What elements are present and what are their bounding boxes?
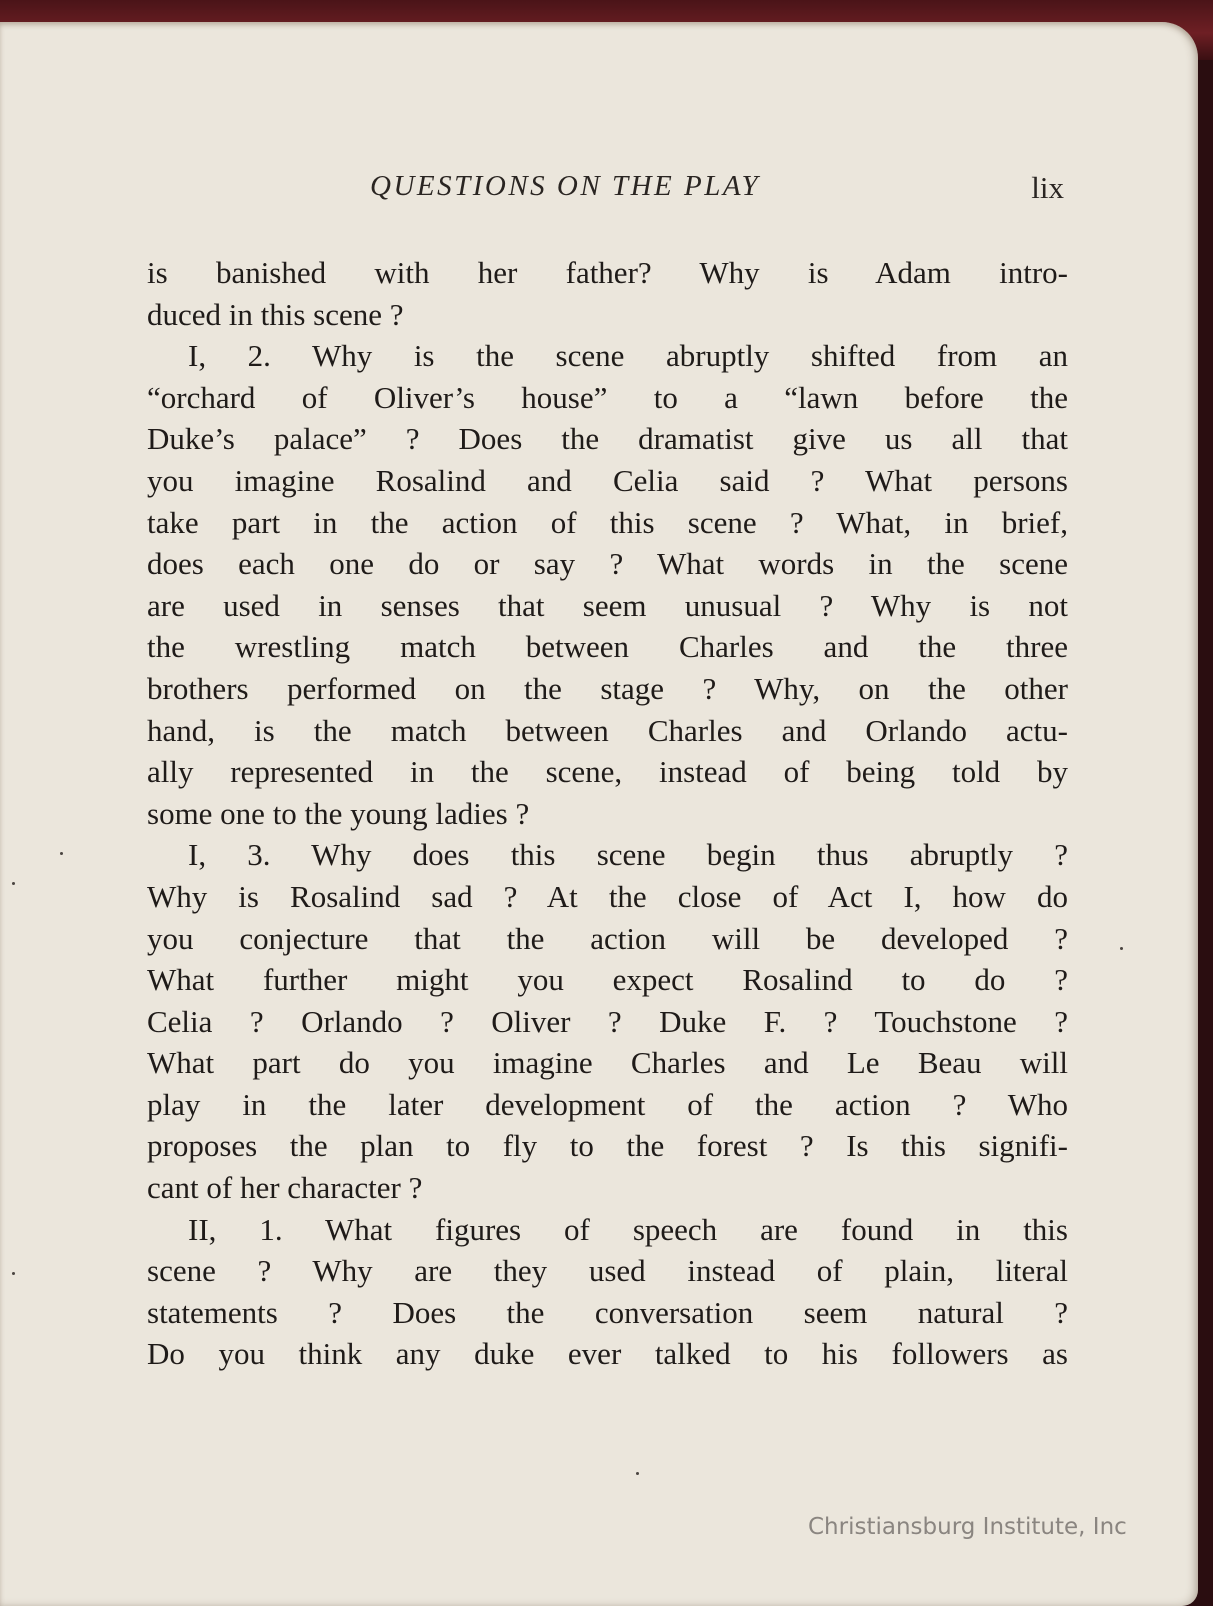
text-line: statements ? Does the conversation seem natural ?: [147, 1294, 1068, 1330]
paper-speck: [636, 1472, 639, 1475]
page-number: lix: [1031, 170, 1064, 205]
text-line: duced in this scene ?: [147, 296, 404, 332]
watermark: Christiansburg Institute, Inc: [808, 1514, 1127, 1540]
paper-speck: [12, 882, 15, 885]
text-line: hand, is the match between Charles and Orlando actu-: [147, 712, 1068, 748]
text-line: I, 2. Why is the scene abruptly shifted from an: [188, 338, 1068, 374]
text-line: scene ? Why are they used instead of plain, literal: [147, 1253, 1068, 1289]
text-line: some one to the young ladies ?: [147, 795, 530, 831]
text-line: ally represented in the scene, instead of being told by: [147, 754, 1068, 790]
text-line: play in the later development of the action ? Who: [147, 1086, 1068, 1122]
text-line: brothers performed on the stage ? Why, on the other: [147, 670, 1068, 706]
text-line: proposes the plan to fly to the forest ? Is this signifi-: [147, 1128, 1068, 1164]
text-line: Celia ? Orlando ? Oliver ? Duke F. ? Touchstone ?: [147, 1003, 1068, 1039]
text-line: “orchard of Oliver’s house” to a “lawn before the: [147, 379, 1068, 415]
text-line: Do you think any duke ever talked to his followers as: [147, 1336, 1068, 1372]
text-line: is banished with her father? Why is Adam intro-: [147, 255, 1068, 290]
running-head: [150, 170, 1064, 214]
text-line: the wrestling match between Charles and the three: [147, 629, 1068, 665]
text-line: does each one do or say ? What words in the scene: [147, 546, 1068, 582]
text-line: are used in senses that seem unusual ? Why is not: [147, 587, 1068, 623]
running-title: QUESTIONS ON THE PLAY: [370, 170, 761, 202]
text-line: I, 3. Why does this scene begin thus abruptly ?: [188, 837, 1068, 873]
text-line: you conjecture that the action will be developed ?: [147, 920, 1068, 956]
text-line: What further might you expect Rosalind to do ?: [147, 962, 1068, 998]
text-line: Duke’s palace” ? Does the dramatist give us all that: [147, 421, 1068, 457]
text-line: Why is Rosalind sad ? At the close of Act I, how do: [147, 878, 1068, 914]
text-line: take part in the action of this scene ? What, in brief,: [147, 504, 1068, 540]
text-line: you imagine Rosalind and Celia said ? What persons: [147, 462, 1068, 498]
text-line: What part do you imagine Charles and Le Beau will: [147, 1045, 1068, 1081]
paper-speck: [12, 1272, 15, 1275]
paper-speck: [1120, 947, 1123, 950]
text-line: II, 1. What figures of speech are found in this: [188, 1211, 1068, 1247]
paper-speck: [60, 852, 63, 855]
page-text: [147, 252, 1068, 1375]
text-line: cant of her character ?: [147, 1170, 423, 1206]
